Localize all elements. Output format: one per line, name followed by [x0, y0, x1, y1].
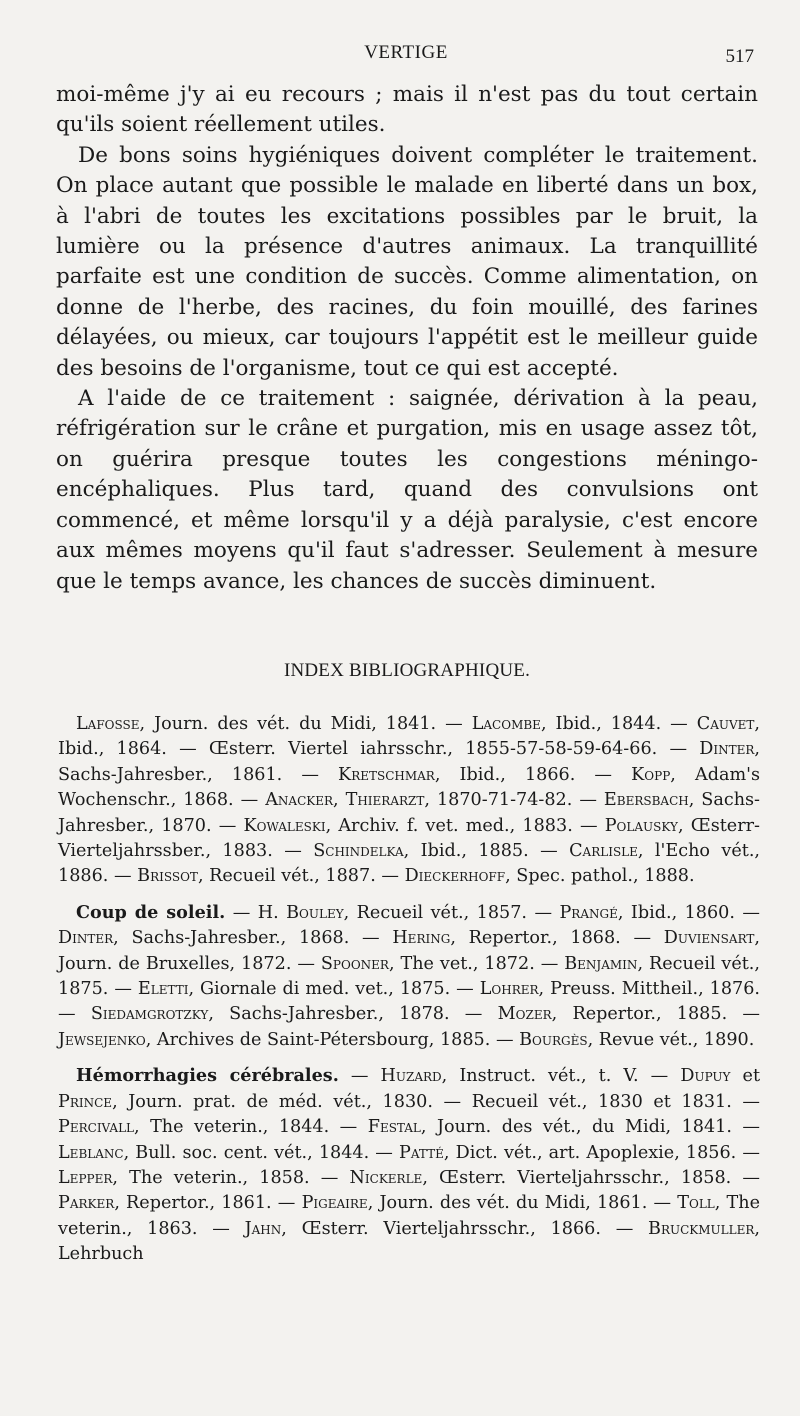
biblio-reference: , Ibid., 1860. —: [617, 902, 760, 923]
page-number: 517: [725, 46, 754, 67]
biblio-author: Lohrer: [479, 979, 539, 1000]
biblio-reference: , Bull. soc. cent. vét., 1844. —: [123, 1142, 400, 1163]
biblio-author: Lafosse: [76, 714, 140, 734]
biblio-reference: , Journ. des vét., du Midi, 1841. —: [420, 1117, 760, 1138]
biblio-author: Parker: [58, 1193, 115, 1214]
body-text: [56, 80, 758, 597]
biblio-hemorrhagies: [58, 1063, 760, 1267]
biblio-reference: , Recueil vét., 1875. —: [58, 953, 760, 1000]
biblio-author: Percivall: [58, 1117, 135, 1138]
biblio-reference: , Dict. vét., art. Apoplexie, 1856. —: [443, 1142, 760, 1163]
biblio-author: Polausky: [604, 815, 678, 836]
biblio-author: Prince: [58, 1091, 113, 1112]
biblio-reference: , Journ. des vét. du Midi, 1841. —: [139, 714, 472, 734]
biblio-author: Toll: [677, 1193, 715, 1214]
biblio-reference: , l'Echo vét., 1886. —: [58, 841, 761, 887]
biblio-author: Lacombe: [471, 714, 541, 734]
biblio-author: Lepper: [58, 1167, 113, 1188]
bibliography: [58, 712, 760, 1278]
biblio-author: Dinter: [58, 928, 114, 949]
biblio-author: Schindelka: [313, 841, 404, 862]
biblio-vertige: [58, 712, 760, 890]
biblio-author: Kowaleski: [243, 815, 326, 836]
biblio-author: Pigeaire: [301, 1193, 368, 1214]
biblio-reference: , Adam's Wochenschr., 1868. —: [58, 764, 760, 811]
index-title: INDEX BIBLIOGRAPHIQUE.: [283, 660, 531, 681]
biblio-reference: , Œsterr. Vierteljahrsschr., 1866. —: [281, 1218, 649, 1239]
biblio-author: Jewsejenko: [58, 1029, 146, 1050]
biblio-author: — H. Bouley: [232, 902, 344, 923]
biblio-author: Hering: [392, 928, 451, 949]
paragraph-3: A l'aide de ce traitement : saignée, dérivation à la peau, réfrigération sur le crâne et purgation, mis en usage assez tôt, on guérira presque toutes les congestions méningo-encéphaliques. Plus tard, quand des convulsions ont commencé, et même lorsqu'il y a déjà paralysie, c'est encore aux mêmes moyens qu'il faut s'adresser. Seulement à mesure que le temps avance, les chances de succès diminuent.: [56, 386, 758, 594]
biblio-reference: , Archiv. f. vet. med., 1883. —: [325, 815, 605, 836]
biblio-author: Kretschmar: [338, 764, 435, 785]
biblio-reference: , Œsterr. Vierteljahrsschr., 1858. —: [422, 1167, 760, 1188]
biblio-heading-coup-de-soleil: Coup de soleil.: [76, 901, 226, 923]
biblio-reference: , Ibid., 1844. —: [540, 714, 697, 734]
biblio-reference: , Giornale di med. vet., 1875. —: [188, 979, 480, 1000]
paragraph-2: De bons soins hygiéniques doivent compléter le traitement. On place autant que possible le malade en liberté dans un box, à l'abri de toutes les excitations possibles par le bruit, la lumière ou la présence d'autres animaux. La tranquillité parfaite est une condition de succès. Comme alimentation, on donne de l'herbe, des racines, du foin mouillé, des farines délayées, ou mieux, car toujours l'appétit est le meilleur guide des besoins de l'organisme, tout ce qui est accepté.: [56, 142, 758, 381]
biblio-reference: , Œsterr-Vierteljahrssber., 1883. —: [58, 815, 760, 862]
biblio-reference: , Revue vét., 1890.: [587, 1029, 755, 1050]
biblio-reference: , Preuss. Mittheil., 1876. —: [58, 979, 760, 1025]
biblio-reference: et: [730, 1066, 761, 1087]
biblio-author: — Huzard: [350, 1066, 442, 1087]
biblio-author: Eletti: [137, 979, 189, 1000]
biblio-reference: , Repertor., 1861. —: [114, 1193, 302, 1214]
biblio-author: Duviensart: [663, 928, 755, 949]
biblio-author: Siedamgrotzky: [90, 1004, 209, 1025]
biblio-reference: , The veterin., 1858. —: [112, 1167, 350, 1188]
biblio-author: Carlisle: [569, 841, 638, 862]
biblio-author: Ebersbach: [603, 790, 689, 811]
biblio-reference: , Sachs-Jahresber., 1861. —: [58, 739, 760, 785]
biblio-reference: , Journ. prat. de méd. vét., 1830. — Recueil vét., 1830 et 1831. —: [112, 1091, 760, 1112]
biblio-reference: , Sachs-Jahresber., 1868. —: [113, 928, 393, 949]
biblio-reference: , Repertor., 1868. —: [450, 928, 664, 949]
biblio-author: Bruckmuller: [648, 1218, 755, 1239]
biblio-author: Nickerle: [349, 1167, 423, 1188]
biblio-reference: , Sachs-Jahresber., 1870. —: [58, 790, 760, 836]
biblio-reference: , Sachs-Jahresber., 1878. —: [208, 1004, 498, 1025]
biblio-author: Brissot: [137, 866, 198, 887]
biblio-reference: , Archives de Saint-Pétersbourg, 1885. —: [145, 1029, 520, 1050]
biblio-reference: , Journ. des vét. du Midi, 1861. —: [367, 1193, 678, 1214]
biblio-author: Dupuy: [680, 1066, 731, 1087]
biblio-reference: , Lehrbuch: [58, 1218, 760, 1265]
biblio-reference: , Ibid., 1885. —: [403, 841, 570, 862]
biblio-author: Kopp: [631, 764, 671, 785]
biblio-reference: , Journ. de Bruxelles, 1872. —: [58, 928, 760, 974]
biblio-reference: , Ibid., 1864. — Œsterr. Viertel iahrsschr., 1855-57-58-59-64-66. —: [58, 714, 760, 760]
running-title: VERTIGE: [364, 42, 448, 63]
biblio-coup-de-soleil: [58, 900, 760, 1053]
biblio-reference: , Repertor., 1885. —: [551, 1004, 760, 1025]
biblio-author: Dieckerhoff: [404, 866, 506, 887]
biblio-author: Cauvet: [696, 714, 755, 734]
biblio-author: Benjamin: [564, 953, 638, 974]
biblio-author: Bourgès: [519, 1029, 588, 1050]
biblio-reference: , Recueil vét., 1857. —: [343, 902, 560, 923]
biblio-author: Anacker, Thierarzt: [265, 790, 425, 811]
biblio-author: Leblanc: [58, 1142, 124, 1163]
biblio-reference: , Recueil vét., 1887. —: [197, 866, 405, 887]
biblio-author: Prangé: [559, 902, 618, 923]
biblio-author: Spooner: [320, 953, 389, 974]
biblio-reference: , The veterin., 1844. —: [134, 1117, 368, 1138]
page-header: [50, 38, 762, 68]
biblio-reference: , Instruct. vét., t. V. —: [441, 1066, 681, 1087]
biblio-heading-hemorrhagies: Hémorrhagies cérébrales.: [76, 1065, 339, 1087]
biblio-reference: , The vet., 1872. —: [388, 953, 565, 974]
biblio-reference: , Spec. pathol., 1888.: [505, 866, 695, 887]
biblio-reference: , 1870-71-74-82. —: [424, 790, 604, 811]
biblio-author: Patté: [399, 1142, 444, 1163]
paragraph-1: moi-même j'y ai eu recours ; mais il n'est pas du tout certain qu'ils soient réellement utiles.: [56, 82, 758, 138]
biblio-author: Jahn: [244, 1218, 282, 1239]
biblio-reference: , The veterin., 1863. —: [58, 1193, 760, 1239]
biblio-author: Festal: [367, 1117, 421, 1138]
biblio-author: Dinter: [699, 739, 755, 760]
biblio-reference: , Ibid., 1866. —: [434, 764, 632, 785]
biblio-author: Mozer: [497, 1004, 552, 1025]
